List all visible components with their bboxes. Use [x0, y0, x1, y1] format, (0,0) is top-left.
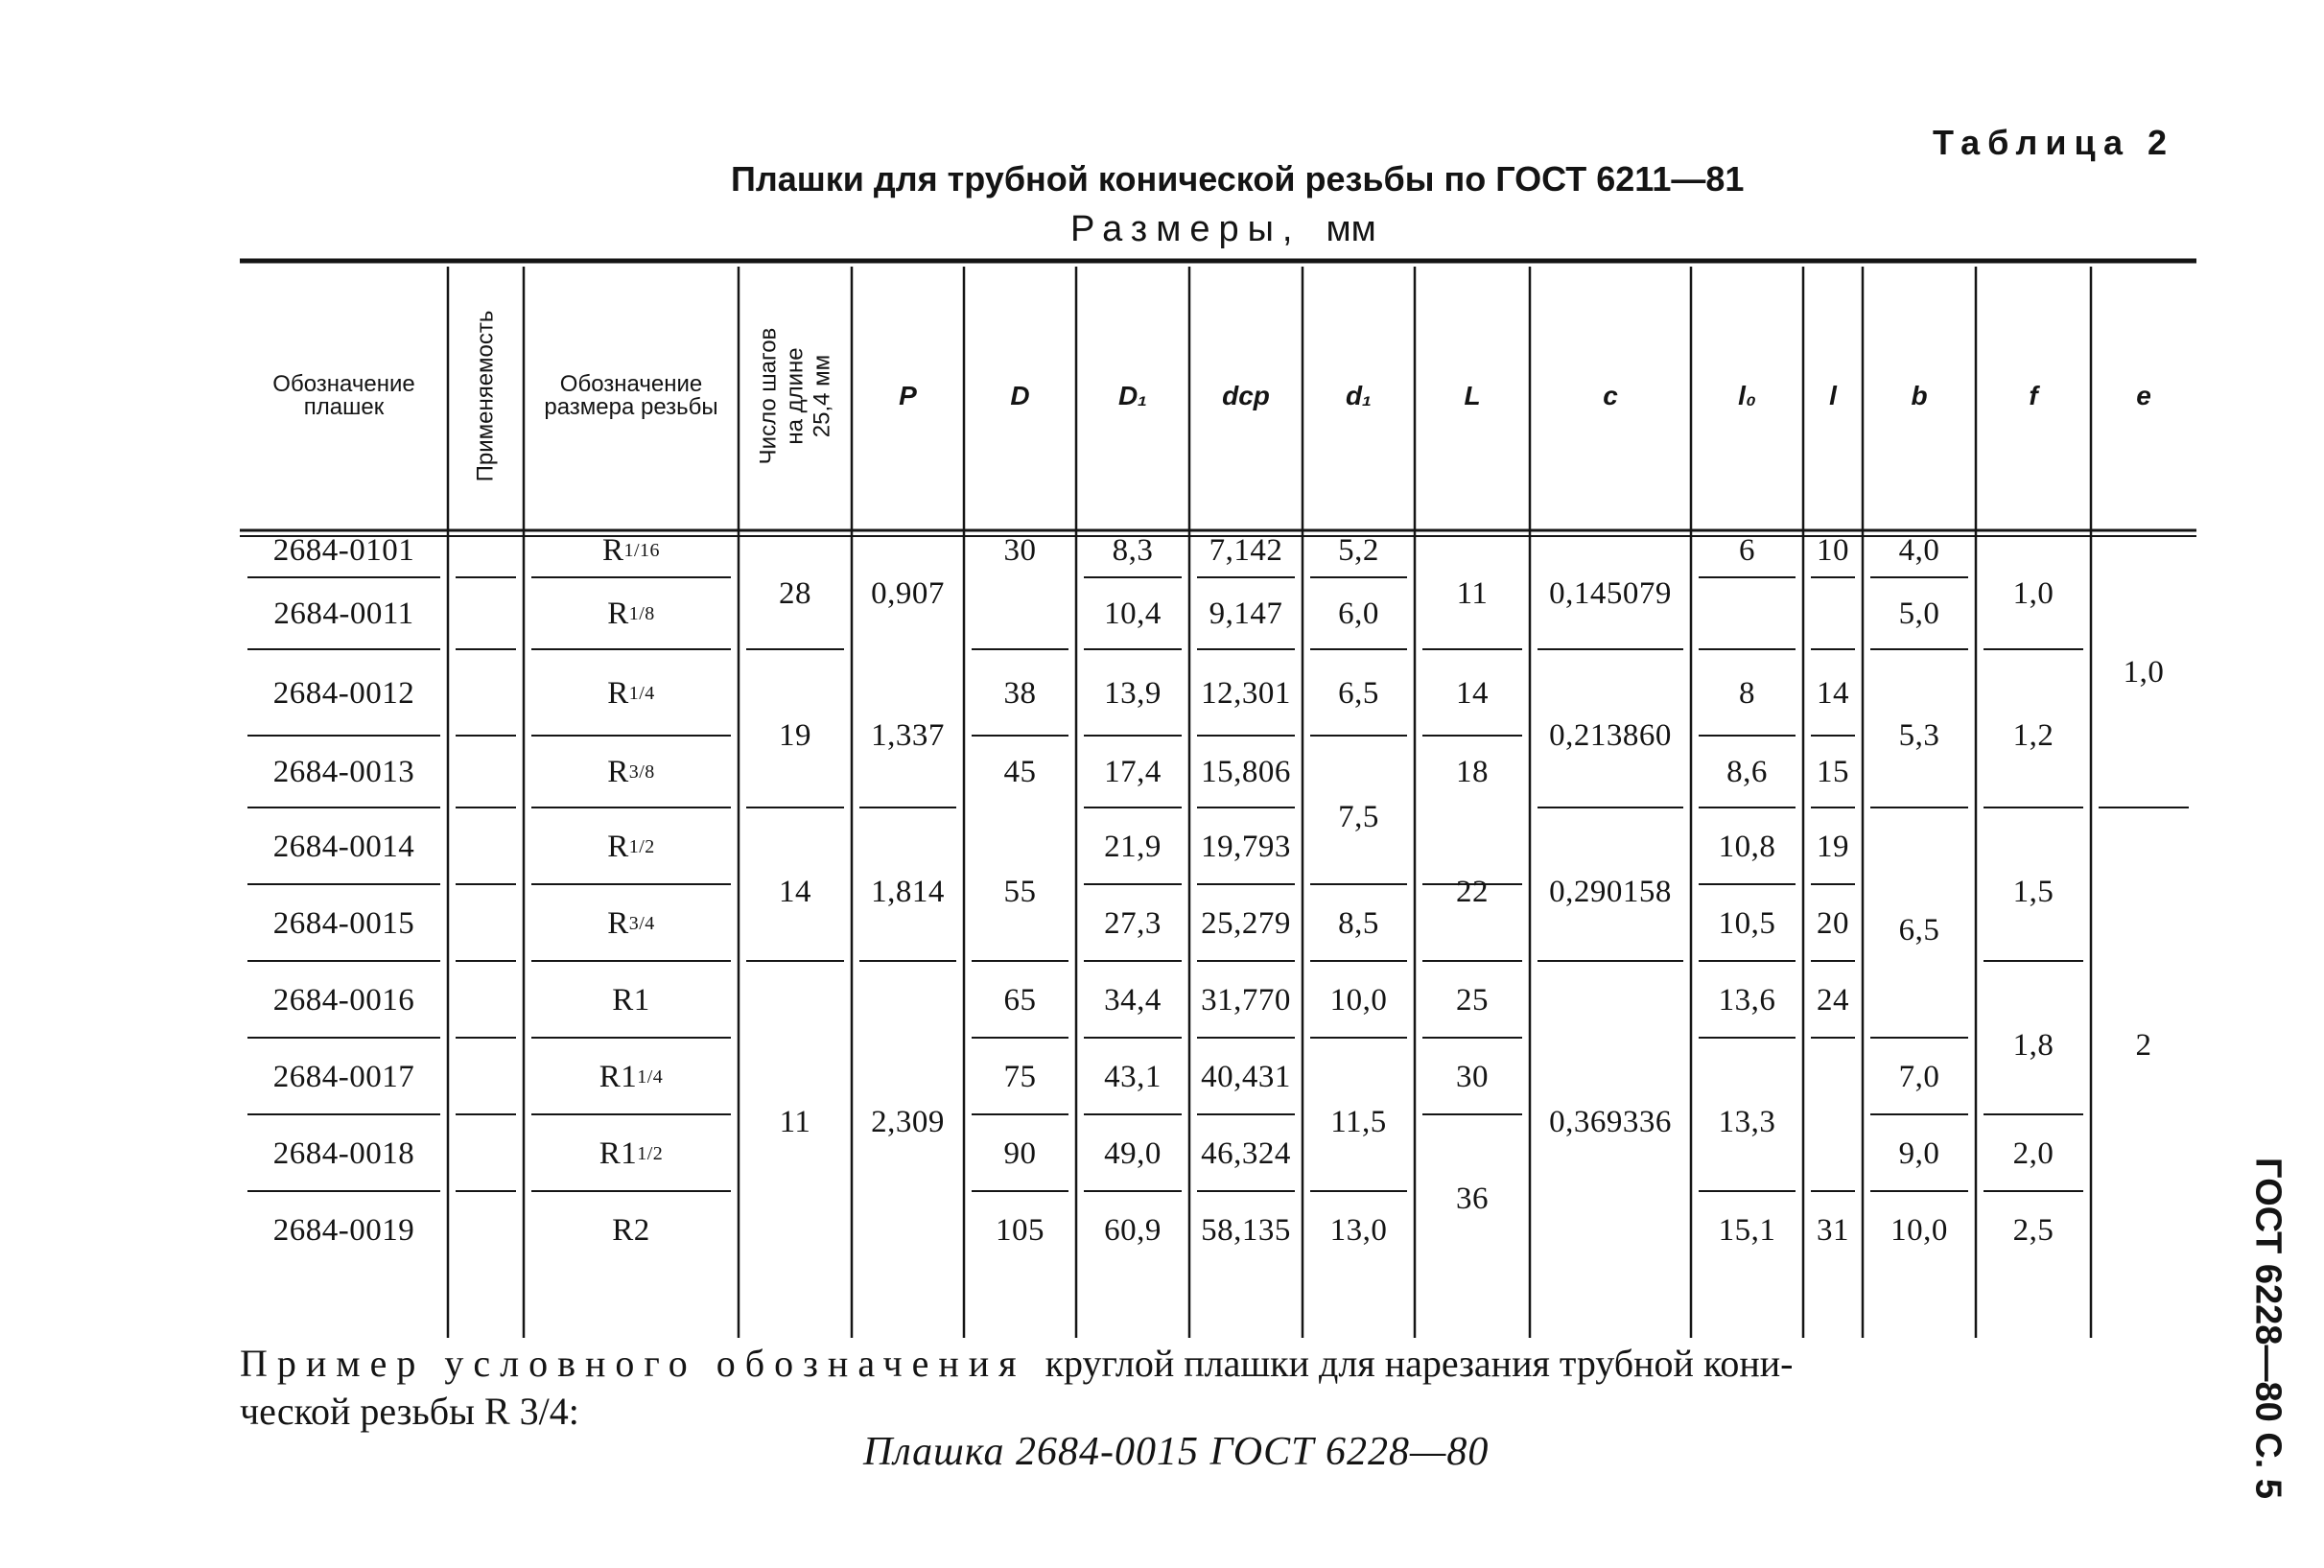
- thread-sup: 1: [628, 682, 640, 704]
- cell-d1-diameter: 43,1: [1104, 1059, 1162, 1094]
- thread-sup: 1: [628, 835, 640, 857]
- units-word: Размеры,: [1070, 209, 1302, 249]
- cell-l: 25: [1456, 982, 1489, 1018]
- cell-thread-size: [524, 1122, 739, 1199]
- cell-dcp: 40,431: [1201, 1059, 1291, 1094]
- cell-b: 10,0: [1890, 1212, 1948, 1248]
- cell-l-length: 15: [1817, 755, 1849, 789]
- cell-d: 65: [1003, 982, 1037, 1018]
- cell-d1-diameter: 13,9: [1104, 675, 1162, 711]
- header-steps-line: 25,4 мм: [809, 354, 834, 437]
- cell-f: 1,8: [2012, 1027, 2054, 1063]
- thread-sup: 1: [637, 1065, 647, 1088]
- cell-l0: 13,6: [1718, 982, 1776, 1018]
- header-c: c: [1603, 380, 1618, 410]
- cell-e: 1,0: [2123, 655, 2165, 690]
- cell-thread-size: [524, 530, 739, 585]
- cell-thread-size: [524, 657, 739, 743]
- cell-d: 30: [1003, 533, 1037, 568]
- cell-d: 75: [1003, 1059, 1037, 1094]
- cell-c: 0,290158: [1549, 874, 1672, 909]
- cell-l: 36: [1456, 1181, 1489, 1216]
- cell-thread-size: [524, 585, 739, 657]
- cell-p: 1,814: [871, 874, 945, 909]
- thread-sup: 3: [628, 912, 640, 934]
- example-spaced-lead: Пример условного обозначения: [240, 1342, 1026, 1385]
- cell-b: 4,0: [1898, 533, 1940, 568]
- cell-d1-diameter: 60,9: [1104, 1212, 1162, 1248]
- cell-l0: 10,5: [1718, 905, 1776, 941]
- cell-c: 0,369336: [1549, 1104, 1672, 1139]
- cell-d1-diameter: 8,3: [1112, 533, 1154, 568]
- cell-d1-diameter: 10,4: [1104, 597, 1162, 631]
- thread-sub: /8: [639, 761, 655, 783]
- cell-l: 14: [1456, 675, 1489, 711]
- cell-f: 1,5: [2012, 874, 2054, 909]
- cell-dcp: 46,324: [1201, 1135, 1291, 1171]
- cell-designation: 2684-0011: [273, 597, 414, 631]
- cell-designation: 2684-0019: [272, 1212, 415, 1248]
- cell-designation: 2684-0101: [272, 533, 415, 568]
- cell-designation: 2684-0014: [272, 829, 415, 864]
- cell-dcp: 19,793: [1201, 829, 1291, 864]
- header-steps: [739, 261, 852, 530]
- cell-dcp: 7,142: [1209, 533, 1283, 568]
- cell-d1-diameter: 34,4: [1104, 982, 1162, 1018]
- header-l0: l₀: [1738, 380, 1756, 410]
- cell-d1: 11,5: [1330, 1104, 1387, 1139]
- cell-thread-size: [524, 743, 739, 815]
- thread-sup: 1: [628, 603, 640, 624]
- header-dcp: dср: [1222, 380, 1270, 410]
- cell-designation: 2684-0013: [272, 755, 415, 789]
- side-page-marker-text: ГОСТ 6228—80 С. 5: [2247, 1158, 2289, 1499]
- cell-dcp: 58,135: [1201, 1212, 1291, 1248]
- header-steps-text: [755, 327, 835, 464]
- cell-b: 6,5: [1898, 912, 1940, 948]
- thread-sup: 1: [637, 1142, 647, 1164]
- cell-d1: 7,5: [1338, 800, 1379, 834]
- cell-d1: 13,0: [1329, 1212, 1388, 1248]
- header-d: D: [1010, 380, 1030, 410]
- thread-base: R2: [612, 1212, 650, 1248]
- cell-designation: 2684-0012: [272, 675, 415, 711]
- cell-d: 55: [1003, 874, 1037, 909]
- cell-f: 2,5: [2012, 1212, 2054, 1248]
- cell-designation: 2684-0018: [272, 1135, 415, 1171]
- cell-l: 11: [1456, 575, 1489, 611]
- cell-d1-diameter: 27,3: [1104, 905, 1162, 941]
- cell-designation: 2684-0015: [272, 905, 415, 941]
- header-steps-line: на длине: [782, 346, 808, 445]
- units-unit: мм: [1326, 209, 1376, 249]
- thread-base: R: [607, 675, 629, 711]
- cell-l-length: 24: [1817, 982, 1849, 1018]
- thread-sub: /2: [639, 835, 655, 857]
- cell-dcp: 12,301: [1201, 675, 1291, 711]
- cell-f: 1,2: [2012, 718, 2054, 753]
- thread-sub: /4: [639, 912, 655, 934]
- example-line-1: [240, 1341, 1793, 1386]
- cell-l0: 8: [1739, 675, 1755, 711]
- cell-dcp: 15,806: [1201, 755, 1291, 789]
- thread-base: R: [607, 905, 629, 941]
- cell-p: 1,337: [871, 718, 945, 753]
- cell-steps: 19: [779, 718, 811, 753]
- table-title: Плашки для трубной конической резьбы по ГОСТ 6211—81: [731, 159, 1745, 199]
- header-d1: d₁: [1346, 380, 1372, 410]
- cell-c: 0,145079: [1549, 575, 1672, 611]
- thread-sub: /2: [646, 1142, 664, 1164]
- cell-thread-size: [524, 1199, 739, 1275]
- thread-base: R: [607, 829, 629, 864]
- cell-d1: 6,0: [1338, 597, 1379, 631]
- cell-l-length: 31: [1817, 1212, 1849, 1248]
- cell-l: 30: [1456, 1059, 1489, 1094]
- cell-l-length: 20: [1817, 905, 1849, 941]
- cell-thread-size: [524, 815, 739, 892]
- cell-steps: 28: [779, 575, 811, 611]
- cell-f: 2,0: [2012, 1135, 2054, 1171]
- thread-sub: /16: [633, 540, 661, 561]
- cell-dcp: 9,147: [1209, 597, 1283, 631]
- thread-base: R: [601, 533, 624, 568]
- thread-sub: /4: [639, 682, 655, 704]
- cell-designation: 2684-0016: [272, 982, 415, 1018]
- header-designation: Обозначение плашек: [272, 370, 415, 420]
- header-d1: D₁: [1117, 380, 1148, 410]
- cell-d1-diameter: 17,4: [1104, 755, 1162, 789]
- cell-d: 45: [1003, 755, 1037, 789]
- cell-l0: 13,3: [1718, 1104, 1776, 1139]
- cell-d: 90: [1003, 1135, 1037, 1171]
- cell-l0: 15,1: [1718, 1212, 1776, 1248]
- table-number-label: Таблица 2: [1933, 123, 2175, 162]
- cell-e: 2: [2135, 1027, 2152, 1063]
- thread-sup: 3: [628, 761, 640, 783]
- cell-b: 9,0: [1898, 1135, 1940, 1171]
- cell-f: 1,0: [2012, 575, 2054, 611]
- cell-d1: 8,5: [1338, 905, 1379, 941]
- thread-sub: /8: [639, 603, 655, 624]
- thread-base: R1: [599, 1135, 638, 1171]
- cell-d1-diameter: 21,9: [1104, 829, 1162, 864]
- cell-d: 105: [996, 1212, 1045, 1248]
- cell-l-length: 14: [1817, 675, 1849, 711]
- cell-d1: 10,0: [1329, 982, 1388, 1018]
- cell-thread-size: [524, 969, 739, 1045]
- cell-p: 2,309: [871, 1104, 945, 1139]
- cell-thread-size: [524, 892, 739, 969]
- header-applicability: [448, 261, 524, 530]
- header-l: L: [1464, 380, 1481, 410]
- cell-steps: 11: [779, 1104, 811, 1139]
- cell-steps: 14: [779, 874, 811, 909]
- cell-b: 5,0: [1898, 597, 1940, 631]
- cell-l-length: 19: [1817, 829, 1849, 864]
- header-p: P: [899, 380, 917, 410]
- thread-sub: /4: [646, 1065, 664, 1088]
- cell-d1: 6,5: [1338, 675, 1379, 711]
- cell-d1: 5,2: [1338, 533, 1379, 568]
- cell-b: 7,0: [1898, 1059, 1940, 1094]
- thread-base: R: [607, 597, 629, 631]
- cell-l0: 10,8: [1718, 829, 1776, 864]
- cell-designation: 2684-0017: [272, 1059, 415, 1094]
- cell-l-length: 10: [1817, 533, 1849, 568]
- cell-b: 5,3: [1898, 718, 1940, 753]
- cell-dcp: 25,279: [1201, 905, 1291, 941]
- header-e: e: [2136, 380, 2151, 410]
- cell-l: 22: [1456, 874, 1489, 909]
- header-l: l: [1829, 380, 1837, 410]
- cell-thread-size: [524, 1045, 739, 1122]
- cell-d: 38: [1003, 675, 1037, 711]
- header-b: b: [1911, 380, 1928, 410]
- cell-d1-diameter: 49,0: [1104, 1135, 1162, 1171]
- cell-dcp: 31,770: [1201, 982, 1291, 1018]
- thread-base: R1: [612, 982, 650, 1018]
- example-line-2: ческой резьбы R 3/4:: [240, 1390, 579, 1433]
- header-f: f: [2029, 380, 2038, 410]
- thread-base: R1: [599, 1059, 638, 1094]
- example-designation: Плашка 2684-0015 ГОСТ 6228—80: [863, 1430, 1490, 1474]
- cell-l: 18: [1456, 755, 1489, 789]
- header-thread-size: Обозначение размера резьбы: [544, 370, 718, 420]
- cell-l0: 8,6: [1726, 755, 1768, 789]
- example-rest: круглой плашки для нарезания трубной кони-: [1045, 1342, 1794, 1385]
- header-steps-line: Число шагов: [755, 327, 781, 464]
- thread-sup: 1: [623, 540, 634, 561]
- cell-l0: 6: [1739, 533, 1755, 568]
- thread-base: R: [607, 755, 629, 789]
- header-applicability-text: Применяемость: [472, 310, 499, 481]
- cell-c: 0,213860: [1549, 718, 1672, 753]
- cell-p: 0,907: [871, 575, 945, 611]
